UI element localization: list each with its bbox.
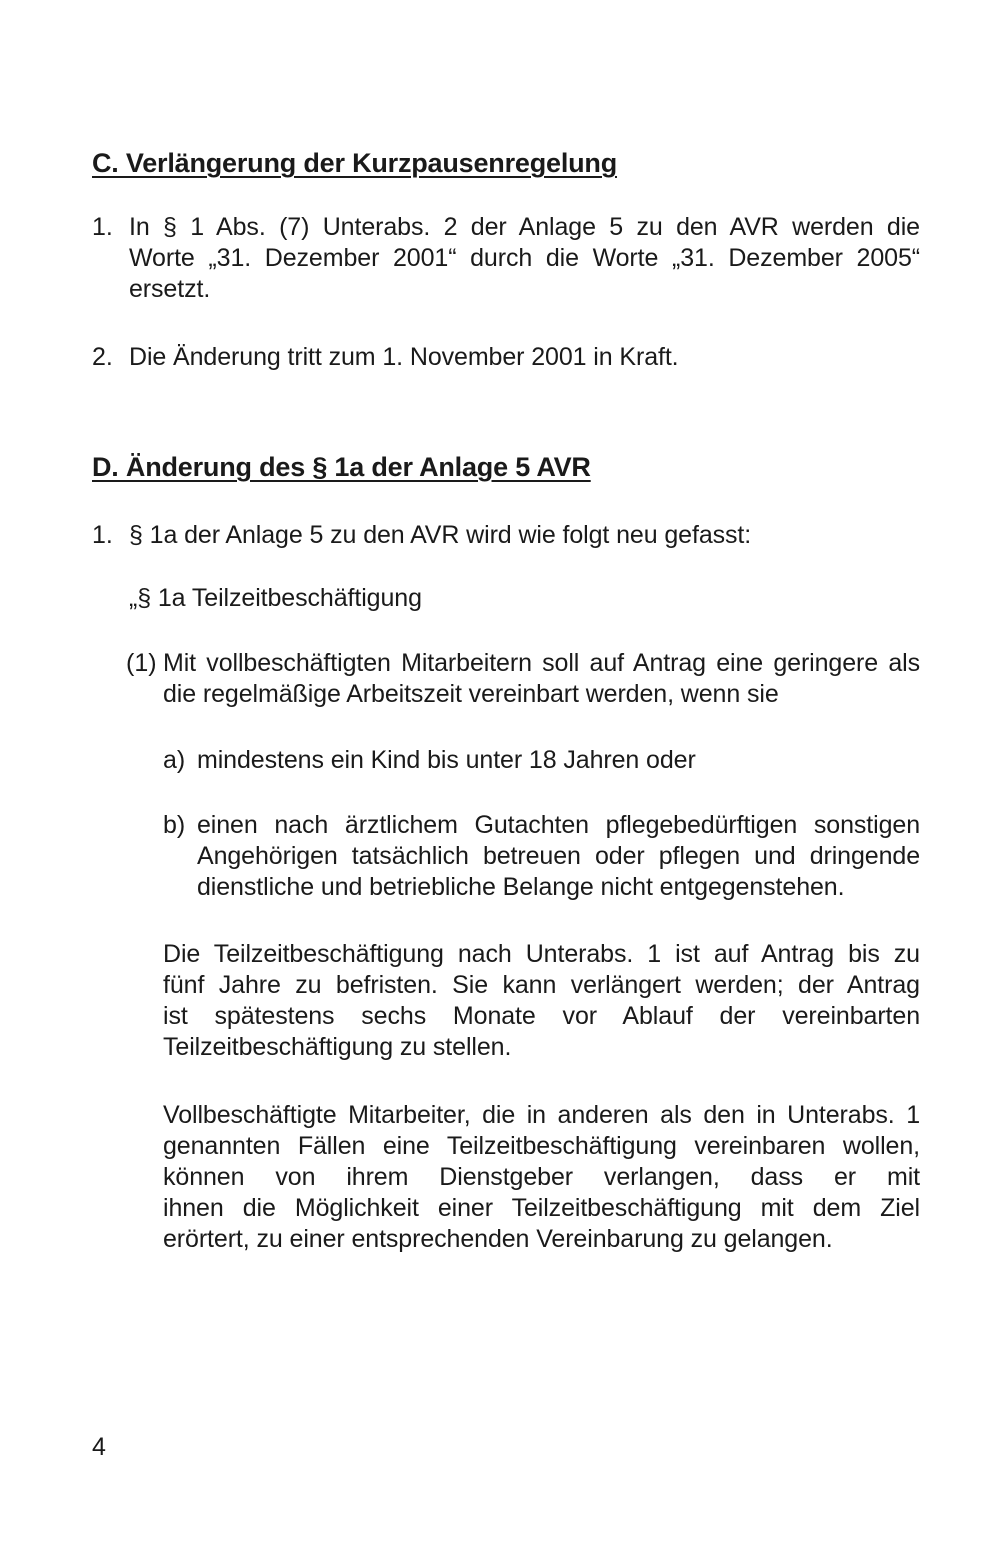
c-item-2-text bbox=[129, 342, 679, 373]
sub-paragraph-2 bbox=[163, 939, 920, 1063]
c-item-1-line-1: In § 1 Abs. (7) Unterabs. 2 der Anlage 5 zu den AVR werden die bbox=[129, 213, 920, 241]
sub-paragraph-2-line-3: ist spätestens sechs Monate vor Ablauf der vereinbarten bbox=[163, 1002, 920, 1030]
list-item-a-marker: a) bbox=[163, 746, 186, 774]
sub-paragraph-3-line-4: ihnen die Möglichkeit einer Teilzeitbeschäftigung mit dem Ziel bbox=[163, 1194, 920, 1222]
section-d-heading: D. Änderung des § 1a der Anlage 5 AVR bbox=[92, 452, 591, 482]
list-item-a-line-1: mindestens ein Kind bis unter 18 Jahren oder bbox=[197, 746, 696, 774]
para-1-line-1: Mit vollbeschäftigten Mitarbeitern soll auf Antrag eine geringere als bbox=[163, 649, 920, 677]
list-item-b-line-2: Angehörigen tatsächlich betreuen oder pflegen und dringende bbox=[197, 842, 920, 870]
list-item-b-line-1: einen nach ärztlichem Gutachten pflegebedürftigen sonstigen bbox=[197, 811, 920, 839]
sub-paragraph-2-line-4: Teilzeitbeschäftigung zu stellen. bbox=[163, 1033, 512, 1061]
c-item-1-line-2: Worte „31. Dezember 2001“ durch die Worte „31. Dezember 2005“ bbox=[129, 244, 920, 272]
c-item-1-number: 1. bbox=[92, 213, 113, 241]
c-item-1-text bbox=[129, 212, 920, 305]
sub-paragraph-3 bbox=[163, 1100, 920, 1255]
d-item-1-text bbox=[129, 520, 751, 551]
sub-paragraph-3-line-5: erörtert, zu einer entsprechenden Vereinbarung zu gelangen. bbox=[163, 1225, 833, 1253]
para-1-text bbox=[163, 648, 920, 710]
sub-paragraph-3-line-2: genannten Fällen eine Teilzeitbeschäftigung vereinbaren wollen, bbox=[163, 1132, 920, 1160]
d-item-1-number: 1. bbox=[92, 521, 113, 549]
para-1-line-2: die regelmäßige Arbeitszeit vereinbart werden, wenn sie bbox=[163, 680, 779, 708]
quoted-section-title bbox=[129, 583, 422, 614]
quoted-section-title-text: „§ 1a Teilzeitbeschäftigung bbox=[129, 584, 422, 612]
list-item-b-text bbox=[197, 810, 920, 903]
c-item-1-line-3: ersetzt. bbox=[129, 275, 211, 303]
sub-paragraph-3-line-1: Vollbeschäftigte Mitarbeiter, die in anderen als den in Unterabs. 1 bbox=[163, 1101, 920, 1129]
c-item-2-line-1: Die Änderung tritt zum 1. November 2001 in Kraft. bbox=[129, 343, 679, 371]
para-1-number: (1) bbox=[126, 649, 157, 677]
d-item-1-line-1: § 1a der Anlage 5 zu den AVR wird wie folgt neu gefasst: bbox=[129, 521, 752, 549]
sub-paragraph-3-line-3: können von ihrem Dienstgeber verlangen, dass er mit bbox=[163, 1163, 920, 1191]
sub-paragraph-2-line-2: fünf Jahre zu befristen. Sie kann verlängert werden; der Antrag bbox=[163, 971, 920, 999]
list-item-b-line-3: dienstliche und betriebliche Belange nicht entgegenstehen. bbox=[197, 873, 845, 901]
list-item-b-marker: b) bbox=[163, 811, 186, 839]
page-number: 4 bbox=[92, 1433, 106, 1461]
list-item-a-text bbox=[197, 745, 696, 776]
c-item-2-number: 2. bbox=[92, 343, 113, 371]
sub-paragraph-2-line-1: Die Teilzeitbeschäftigung nach Unterabs. 1 ist auf Antrag bis zu bbox=[163, 940, 920, 968]
section-c-heading: C. Verlängerung der Kurzpausenregelung bbox=[92, 148, 618, 178]
